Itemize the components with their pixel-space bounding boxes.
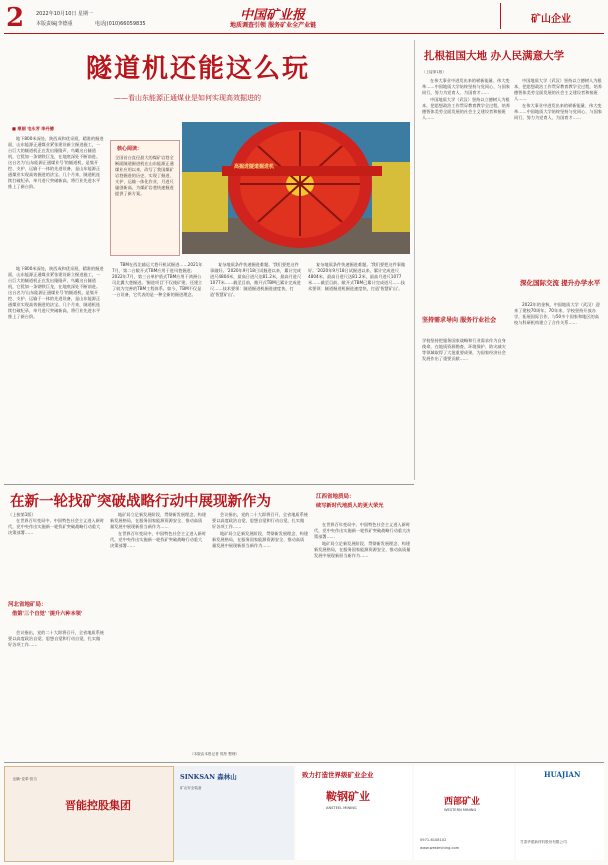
ad-western-sub: WESTERN MINING xyxy=(444,808,477,812)
page-number: 2 xyxy=(6,3,25,33)
ad-huajian xyxy=(516,766,604,860)
ad-strip-rule xyxy=(4,762,604,763)
section-name: 矿山企业 xyxy=(531,14,571,25)
right-lead-col1 xyxy=(422,78,510,198)
lead-title-block xyxy=(4,40,414,114)
right-lead-col2 xyxy=(514,78,602,278)
second-story-footer: （本版由本报记者 郭彤 整理） xyxy=(190,752,240,756)
right-sub-title: 深化国际交流 提升办学水平 xyxy=(520,279,601,287)
right-lead-col2b xyxy=(514,302,602,478)
photo-banner: 高掘进隧道掘进机 xyxy=(234,164,275,170)
ad-ansteel-brand: ANSTEEL MINING xyxy=(326,806,357,810)
ad-jinneng xyxy=(4,766,174,862)
second-story-body-c-copy: 地矿局立足新发展阶段、贯彻新发展理念、构建新发展格局，在服务国家能源资源安全、推动高质量发展中展现新担当新作为…… xyxy=(212,531,308,548)
lead-body-col1b xyxy=(8,266,104,438)
right-lead-body-a: 在伟大事业中进发出来的崭新能量、伟大变革……中国地质大学始终坚持与党同心、与国家同行，努力为党育人、为国育才…… xyxy=(422,78,510,95)
masthead-rule xyxy=(4,33,604,34)
lead-body-col3 xyxy=(210,262,302,438)
second-story-byline: （上接第1版） xyxy=(8,512,36,517)
sidebar-title: 核心阅读： xyxy=(117,146,143,152)
lead-body-col2-text: TBM在西北辅运大巷开机试掘进……2021年7月，第二台敞开式TBM应用于进风巷掘进；2022年7月，第三台单护盾式TBM应用于鸿洲公司北翼大巷掘进。'掘进项目'不仅使矿建，还建立了较为完善的TBM工程体系。如今，TBM不仅是一台设备，它代表的是一种全新的掘进理念。 xyxy=(112,262,203,297)
second-story-body-a: 在世界百年变局中，中国特色社会主义进入新时代，党中央作出实施新一轮找矿突破战略行动重大决策部署…… xyxy=(8,518,104,535)
second-story-body-a-col4: 在世界百年变局中，中国特色社会主义进入新时代，党中央作出实施新一轮找矿突破战略行动重大决策部署…… xyxy=(314,522,411,539)
lead-intro-text xyxy=(8,136,104,262)
ad-ansteel-name: 致力打造世界级矿业企业 xyxy=(302,771,374,779)
ad-huajian-name: HUAJIAN xyxy=(544,770,581,779)
second-story-col3 xyxy=(212,512,308,756)
right-lead-body-b: 中国地质大学（武汉）坚持以立德树人为根本，把思想政治工作贯穿教育教学全过程，培养德智体美劳全面发展的社会主义建设者和接班人…… xyxy=(422,97,510,120)
lead-body-col2 xyxy=(112,262,204,438)
section1-heading: 江西省地质局： xyxy=(316,494,355,500)
section2-heading: 河北省地矿局： xyxy=(8,602,47,608)
second-story-body-b-copy: 会议指出，党的二十大即将召开，全省地质系统要以高度政治自觉、思想自觉和行动自觉，扎实做好各项工作…… xyxy=(212,512,308,529)
right-lead-body-a2: 在伟大事业中进发出来的崭新能量、伟大变革……中国地质大学始终坚持与党同心、与国家同行，努力为党育人、为国育才…… xyxy=(514,103,602,120)
ad-huajian-sub: 甘肃华建新材料股份有限公司 xyxy=(520,840,567,844)
lead-body-col4-text: 复杂地质条件快速掘进难题。'我们要把这件事做好。'2020年9月18日试掘进以来，累计完成进尺4804米，最高日进尺达81.2米，最高月进尺1077米……截至目前，敞开式TBM已累计完成进尺……技术要领：隧道掘进机掘进速度快，打造'智慧矿山'。 xyxy=(308,262,406,291)
date-line: 2022年10月10日 星期一 xyxy=(36,11,94,17)
second-story-title: 在新一轮找矿突破战略行动中展现新作为 xyxy=(10,493,271,510)
second-story-col2 xyxy=(110,512,206,756)
ad-jinneng-sub: 创新·变革·担当 xyxy=(13,777,37,781)
mid-right-title: 坚持需求导向 服务行业社会 xyxy=(422,317,497,324)
second-story-col4 xyxy=(314,522,412,756)
ad-sinksan-sub: 矿山安全装备 xyxy=(180,786,202,790)
section1-sub: 续写新时代地质人的更大荣光 xyxy=(316,503,384,509)
mid-right-story xyxy=(418,198,510,438)
lead-byline: ■ 栗丽 屯永芳 李丹德 xyxy=(12,126,54,131)
tbm-machine-illustration xyxy=(182,122,410,254)
second-story-col1b xyxy=(8,630,104,756)
lead-title: 隧道机还能这么玩 xyxy=(86,54,311,84)
ad-western-name: 西部矿业 xyxy=(444,797,481,807)
ad-sinksan-name: SINKSAN 森林山 xyxy=(180,773,237,781)
ad-ansteel xyxy=(296,766,412,860)
ad-ansteel-sub: 鞍钢矿业 xyxy=(326,790,370,803)
lead-body-col3-text: 复杂地质条件快速掘进难题。'我们要把这件事做好。'2020年9月18日试掘进以来，累计完成进尺4804米，最高日进尺达81.2米，最高月进尺1077米……截至目前，敞开式TBM已累计完成进尺……技术要领：隧道掘进机掘进速度快，打造'智慧矿山'。 xyxy=(210,262,302,297)
ad-western-website: www.westmining.com xyxy=(420,846,460,850)
slogan: 地质调查引领 服务矿业全产业链 xyxy=(230,22,317,29)
lead-intro: 地下800米深处，陕西成和优采班，精准的掘进面，山东能源正通煤业紧张建设新立掘进施工，一台巨大的隧道机正在发出隆隆声，鸟瞰这台隧道机，它犹如一条钢铁巨龙，在地底深处不断前进。这台名为'山东能源正通煤业号'的隧道机，是集开挖、支护、运输于一体的先进设备，是山东能源正通煤业实现高效掘进的法宝。几个月来，隧道机连续打破纪录，单月进尺突破新高，将行业先进水平推上了新台阶。 xyxy=(8,136,104,189)
editor-line: 本版责编|李德重 xyxy=(36,21,73,27)
lead-subtitle: ——看山东能源正通煤业是如何实现高效掘进的 xyxy=(114,94,261,102)
second-story-body-b: 会议指出，党的二十大即将召开，全省地质系统要以高度政治自觉、思想自觉和行动自觉，扎实做好各项工作…… xyxy=(8,630,104,647)
lead-sidebar xyxy=(110,140,180,256)
second-story-body-c-col4: 地矿局立足新发展阶段、贯彻新发展理念、构建新发展格局，在服务国家能源资源安全、推动高质量发展中展现新担当新作为…… xyxy=(314,541,411,558)
ad-jinneng-name: 晋能控股集团 xyxy=(65,799,131,812)
phone-line: 电话|(010)66059835 xyxy=(95,21,146,27)
right-lead-body-b2: 中国地质大学（武汉）坚持以立德树人为根本，把思想政治工作贯穿教育教学全过程，培养德智体美劳全面发展的社会主义建设者和接班人…… xyxy=(514,78,602,101)
lead-body-col1b-text: 地下800米深处，陕西成和优采班，精准的掘进面，山东能源正通煤业紧张建设新立掘进施工，一台巨大的隧道机正在发出隆隆声，鸟瞰这台隧道机，它犹如一条钢铁巨龙，在地底深处不断前进。这台名为'山东能源正通煤业号'的隧道机，是集开挖、支护、运输于一体的先进设备，是山东能源正通煤业实现高效掘进的法宝。几个月来，隧道机连续打破纪录，单月进尺突破新高，将行业先进水平推上了新台阶。 xyxy=(8,266,104,319)
second-story-body-a-copy: 在世界百年变局中，中国特色社会主义进入新时代，党中央作出实施新一轮找矿突破战略行动重大决策部署…… xyxy=(110,531,206,548)
column-divider xyxy=(414,40,415,480)
tbm-photo xyxy=(182,122,410,254)
paper-logo: 中国矿业报 xyxy=(240,8,306,23)
mid-right-body: 学校坚持把服务国家战略和行业需求作为自身使命，在地质资源勘查、环境保护、防灾减灾等领域取得了大批重要成果，为国家经济社会发展作出了重要贡献…… xyxy=(422,338,506,361)
ad-western-phone: 0971-6108102 xyxy=(420,838,447,842)
right-lead-byline: （上接第1版） xyxy=(422,70,446,74)
masthead xyxy=(0,0,608,36)
second-story-rule xyxy=(4,484,414,485)
section-badge xyxy=(500,3,605,29)
section2-sub: 借第'三个自觉' '提升六种本领' xyxy=(12,611,83,617)
second-story-col1 xyxy=(8,512,104,594)
right-lead-title: 扎根祖国大地 办人民满意大学 xyxy=(424,50,565,62)
sidebar-text: 全国首台直径最大的煤矿岩巷全断面隧道掘进机在山东能源正通煤业应用以来，改写了我国煤矿岩巷掘进的历史，实现了掘进、支护、运输一体化作业，月进尺屡创新高，为煤矿岩巷快速掘进提供了新方案。 xyxy=(115,155,174,196)
right-lead-body-c: 2022年的金秋，中国地质大学（武汉）迎来了建校70周年。70年来，学校坚持开放办学，拓展国际合作，与50多个国家和地区的高校与科研机构建立了合作关系…… xyxy=(514,302,600,325)
lead-body-col4 xyxy=(308,262,408,438)
ad-western xyxy=(414,766,514,860)
ad-sinksan xyxy=(174,766,294,860)
second-story-body-c: 地矿局立足新发展阶段、贯彻新发展理念、构建新发展格局，在服务国家能源资源安全、推动高质量发展中展现新担当新作为…… xyxy=(110,512,206,529)
